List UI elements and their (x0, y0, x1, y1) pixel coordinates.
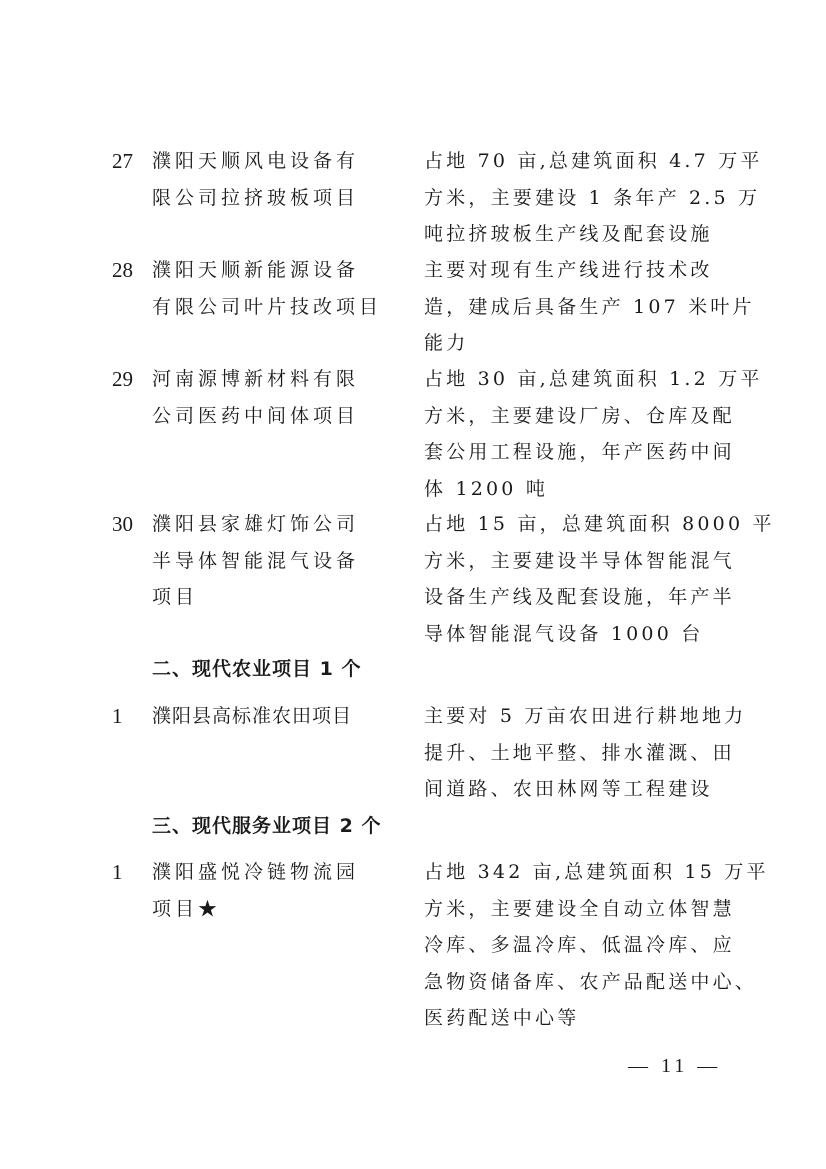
section-heading-services: 三、现代服务业项目 2 个 (152, 815, 382, 837)
project-name: 河南源博新材料有限 公司医药中间体项目 (152, 368, 360, 427)
project-description: 占地 70 亩,总建筑面积 4.7 万平 方米，主要建设 1 条年产 2.5 万 吨拉挤玻板生产线及配套设施 (424, 150, 763, 245)
project-description: 占地 15 亩，总建筑面积 8000 平 方米，主要建设半导体智能混气 设备生产线及配套设施，年产半 导体智能混气设备 1000 台 (424, 513, 775, 645)
page-number: — 11 — (628, 1055, 722, 1077)
key-project-star-label: 项目★ (152, 897, 222, 920)
project-number: 1 (112, 860, 123, 884)
project-number: 29 (112, 367, 133, 391)
project-description: 占地 342 亩,总建筑面积 15 万平 方米，主要建设全自动立体智慧 冷库、多温冷库、低温冷库、应 急物资储备库、农产品配送中心、 医药配送中心等 (424, 861, 769, 1029)
project-name: 濮阳县高标准农田项目 (152, 705, 353, 727)
project-name: 濮阳盛悦冷链物流园 项目★ (152, 854, 392, 927)
project-name: 濮阳县家雄灯饰公司 半导体智能混气设备 项目 (152, 513, 360, 608)
project-description: 主要对现有生产线进行技术改 造，建成后具备生产 107 米叶片 能力 (424, 259, 755, 354)
project-number: 30 (112, 512, 133, 536)
project-number: 27 (112, 149, 133, 173)
project-name: 濮阳天顺新能源设备 有限公司叶片技改项目 (152, 259, 383, 318)
project-description: 主要对 5 万亩农田进行耕地地力 提升、土地平整、排水灌溉、田 间道路、农田林网等工程建设 (424, 705, 747, 800)
project-name: 濮阳天顺风电设备有 限公司拉挤玻板项目 (152, 150, 360, 209)
section-heading-agriculture: 二、现代农业项目 1 个 (152, 658, 362, 680)
project-number: 28 (112, 258, 133, 282)
project-number: 1 (112, 704, 123, 728)
project-description: 占地 30 亩,总建筑面积 1.2 万平 方米，主要建设厂房、仓库及配 套公用工程设施，年产医药中间 体 1200 吨 (424, 368, 763, 500)
